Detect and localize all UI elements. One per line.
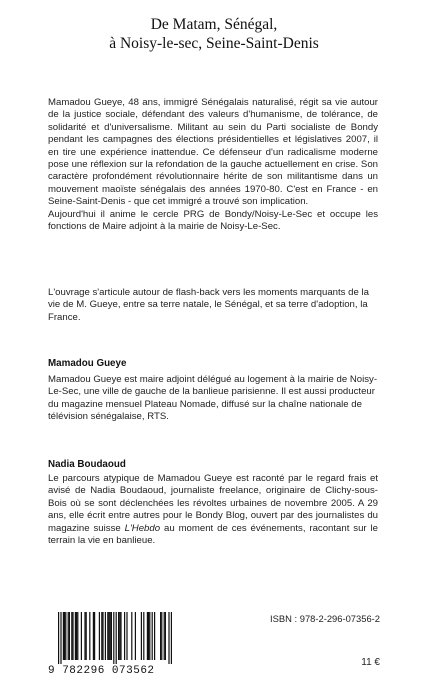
barcode-bar xyxy=(77,612,78,660)
barcode-bar xyxy=(75,612,76,660)
barcode-bar xyxy=(102,612,103,660)
barcode-digits: 9 782296 073562 xyxy=(48,665,155,677)
barcode-bar xyxy=(154,612,155,660)
barcode-bar xyxy=(165,612,166,660)
title-line-2: à Noisy-le-sec, Seine-Saint-Denis xyxy=(109,35,319,52)
barcode-bar xyxy=(168,612,169,664)
barcode-bar xyxy=(63,612,64,660)
barcode-bar xyxy=(148,612,149,660)
barcode-bar xyxy=(84,612,85,660)
barcode-bar xyxy=(171,612,172,664)
author1-bio xyxy=(48,374,378,424)
barcode-bar xyxy=(69,612,70,660)
barcode-bar xyxy=(126,612,127,660)
barcode-bar xyxy=(135,612,136,660)
barcode-bar xyxy=(161,612,162,660)
barcode-bar xyxy=(64,612,65,660)
author2-bio-text xyxy=(48,473,378,547)
barcode-bar xyxy=(60,612,61,664)
barcode-bar xyxy=(124,612,125,660)
barcode-bar xyxy=(152,612,153,660)
author2-bio-part1: Le parcours atypique de Mamadou Gueye est raconté par le regard frais et avisé de Nadia Boudaoud, journaliste freelance, originaire de Clichy-sous-Bois où se sont déclenchées les révoltes urbaines de novembre 2005. A 29 ans, elle écrit entre autres pour le Bondy Blog, ouvert par des journalistes du magazine suisse xyxy=(48,473,378,534)
barcode-bar xyxy=(118,612,119,660)
barcode-bar xyxy=(101,612,102,660)
blurb-paragraph-2: Aujourd'hui il anime le cercle PRG de Bondy/Noisy-Le-Sec et occupe les fonctions de Maire adjoint à la mairie de Noisy-Le-Sec. xyxy=(48,208,378,233)
barcode-bar xyxy=(110,612,111,660)
barcode-bar xyxy=(111,612,112,660)
barcode-bar xyxy=(99,612,100,660)
barcode-bar xyxy=(72,612,73,660)
barcode-bar xyxy=(58,612,59,664)
book-title xyxy=(0,15,428,53)
barcode-bar xyxy=(108,612,109,660)
barcode-bar xyxy=(68,612,69,660)
barcode-bar xyxy=(89,612,90,660)
isbn: ISBN : 978-2-296-07356-2 xyxy=(270,613,380,624)
barcode-bar xyxy=(120,612,121,660)
barcode-bar xyxy=(93,612,94,660)
barcode-bar xyxy=(94,612,95,660)
barcode-bar xyxy=(71,612,72,660)
barcode xyxy=(48,612,180,682)
barcode-bar xyxy=(119,612,120,660)
barcode-bar xyxy=(113,612,114,664)
barcode-bar xyxy=(65,612,66,660)
barcode-bar xyxy=(147,612,148,660)
barcode-bar xyxy=(131,612,132,660)
barcode-bar xyxy=(149,612,150,660)
magazine-title: L'Hebdo xyxy=(124,522,161,534)
author1-name: Mamadou Gueye xyxy=(48,358,127,369)
title-line-1: De Matam, Sénégal, xyxy=(150,16,278,33)
barcode-bar xyxy=(107,612,108,660)
barcode-bar xyxy=(105,612,106,660)
barcode-bar xyxy=(143,612,144,660)
blurb-paragraph-1: Mamadou Gueye, 48 ans, immigré Sénégalais naturalisé, régit sa vie autour de la justice sociale, défendant des valeurs d'humanisme, de tolérance, de solidarité et d'universalisme. Militant au sein du Parti socialiste de Bondy pendant les campagnes des élections présidentielles et législatives 2007, il en tire une expérience inattendue. Ce défenseur d'un radicalisme moderne pose une réflexion sur la refondation de la gauche actuellement en crise. Son caractère profondément révolutionnaire hérite de son militantisme dans un mouvement maoïste sénégalais des années 1970-80. C'est en France - en Seine-Saint-Denis - que cet immigré a trouvé son implication. xyxy=(48,97,378,208)
barcode-bar xyxy=(116,612,117,664)
author1-bio-text: Mamadou Gueye est maire adjoint délégué au logement à la mairie de Noisy-Le-Sec, une ville de gauche de la banlieue parisienne. Il est aussi producteur du magazine mensuel Plateau Nomade, diffusé sur la chaîne nationale de télévision sénégalaise, RTS. xyxy=(48,374,378,423)
barcode-bar xyxy=(81,612,82,660)
barcode-bars xyxy=(48,612,180,664)
author2-bio-part2: au moment de ces événements, racontant sur le terrain la vie en banlieue. xyxy=(48,522,379,547)
barcode-bar xyxy=(160,612,161,660)
author2-bio xyxy=(48,473,378,547)
author2-name: Nadia Boudaoud xyxy=(48,459,126,470)
barcode-bar xyxy=(164,612,165,660)
barcode-bar xyxy=(86,612,87,660)
price: 11 € xyxy=(361,657,380,668)
book-summary xyxy=(48,287,378,324)
barcode-bar xyxy=(141,612,142,660)
barcode-bar xyxy=(76,612,77,660)
summary-text: L'ouvrage s'articule autour de flash-back vers les moments marquants de la vie de M. Gueye, entre sa terre natale, le Sénégal, et sa terre d'adoption, la France. xyxy=(48,287,369,323)
blurb xyxy=(48,97,378,233)
